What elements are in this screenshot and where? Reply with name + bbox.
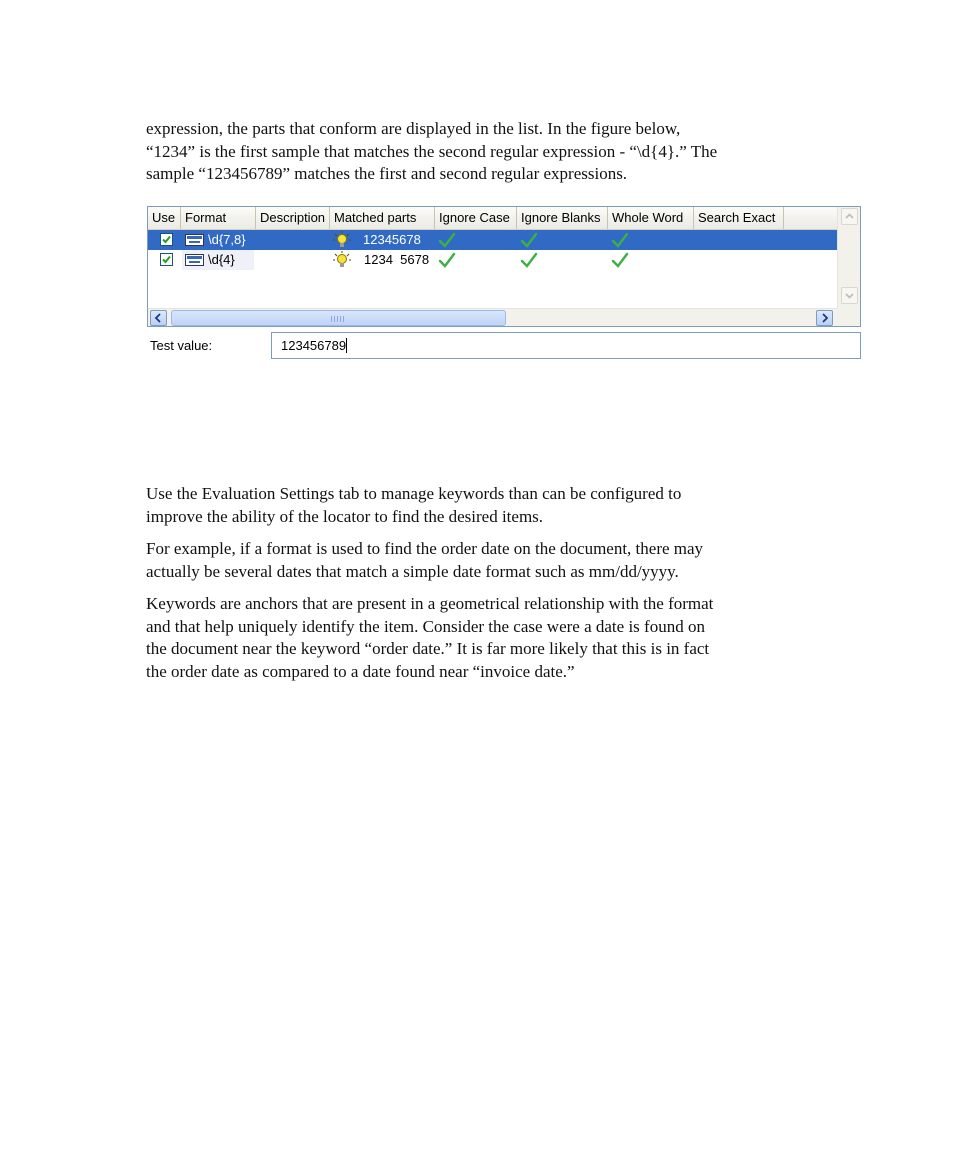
test-value-label: Test value:: [150, 338, 213, 353]
lightbulb-icon: [333, 231, 351, 249]
scroll-thumb[interactable]: [171, 310, 506, 326]
paragraph-line: the document near the keyword “order date.” It is far more likely that this is in fact: [146, 639, 710, 658]
paragraph: [146, 483, 826, 528]
paragraph-line: the order date as compared to a date found near “invoice date.”: [146, 661, 575, 681]
scroll-corner: [837, 308, 860, 326]
column-header-description[interactable]: Description: [256, 207, 330, 229]
format-value: \d{4}: [208, 252, 235, 267]
column-header-search-exact[interactable]: Search Exact: [694, 207, 784, 229]
grid-header: [148, 207, 837, 230]
lightbulb-icon: [333, 251, 351, 269]
column-header-format[interactable]: Format: [181, 207, 256, 229]
green-check-icon: [438, 252, 456, 268]
paragraph-line: Keywords are anchors that are present in a geometrical relationship with the format: [146, 594, 714, 613]
test-value-text: 123456789: [281, 338, 347, 353]
checkbox-checked-icon: [161, 234, 172, 245]
intro-line: sample “123456789” matches the first and second regular expressions.: [146, 164, 628, 183]
paragraph: [146, 538, 826, 583]
intro-line: expression, the parts that conform are displayed in the list. In the figure below,: [146, 119, 681, 138]
scroll-up-button[interactable]: [841, 208, 858, 225]
table-row[interactable]: [148, 230, 837, 250]
column-header-matched-parts[interactable]: Matched parts: [330, 207, 435, 229]
intro-line: “1234” is the first sample that matches the second regular expression - “\d{4}.” The: [146, 141, 718, 161]
paragraph-line: actually be several dates that match a simple date format such as mm/dd/yyyy.: [146, 561, 679, 581]
chevron-up-icon: [842, 209, 857, 224]
evaluation-settings-section: [146, 483, 826, 693]
format-field-icon: [185, 234, 204, 246]
intro-paragraph: [146, 118, 826, 186]
test-value-input[interactable]: [271, 332, 861, 359]
format-field-icon: [185, 254, 204, 266]
column-header-ignore-case[interactable]: Ignore Case: [435, 207, 517, 229]
chevron-down-icon: [842, 288, 857, 303]
matched-parts-value: 12345678: [363, 232, 421, 247]
chevron-left-icon: [151, 311, 166, 325]
text-caret: [346, 338, 347, 353]
scroll-down-button[interactable]: [841, 287, 858, 304]
format-grid: [147, 206, 861, 327]
green-check-icon: [611, 252, 629, 268]
use-checkbox[interactable]: [160, 253, 173, 266]
paragraph-line: Use the Evaluation Settings tab to manage keywords than can be configured to: [146, 484, 682, 503]
paragraph: [146, 593, 826, 683]
vertical-scrollbar[interactable]: [837, 207, 861, 308]
paragraph-line: and that help uniquely identify the item. Consider the case were a date is found on: [146, 616, 705, 636]
use-checkbox[interactable]: [160, 233, 173, 246]
horizontal-scrollbar[interactable]: [148, 308, 837, 327]
chevron-right-icon: [817, 311, 832, 325]
scroll-right-button[interactable]: [816, 310, 833, 326]
matched-parts-value: 1234 5678: [364, 252, 430, 267]
column-header-use[interactable]: Use: [148, 207, 181, 229]
green-check-icon: [520, 232, 538, 248]
paragraph-line: improve the ability of the locator to find the desired items.: [146, 506, 544, 526]
format-value: \d{7,8}: [208, 232, 246, 247]
green-check-icon: [438, 232, 456, 248]
paragraph-line: For example, if a format is used to find the order date on the document, there may: [146, 539, 704, 558]
checkbox-checked-icon: [161, 254, 172, 265]
scroll-left-button[interactable]: [150, 310, 167, 326]
column-header-ignore-blanks[interactable]: Ignore Blanks: [517, 207, 608, 229]
green-check-icon: [520, 252, 538, 268]
green-check-icon: [611, 232, 629, 248]
table-row[interactable]: [148, 250, 837, 270]
column-header-whole-word[interactable]: Whole Word: [608, 207, 694, 229]
